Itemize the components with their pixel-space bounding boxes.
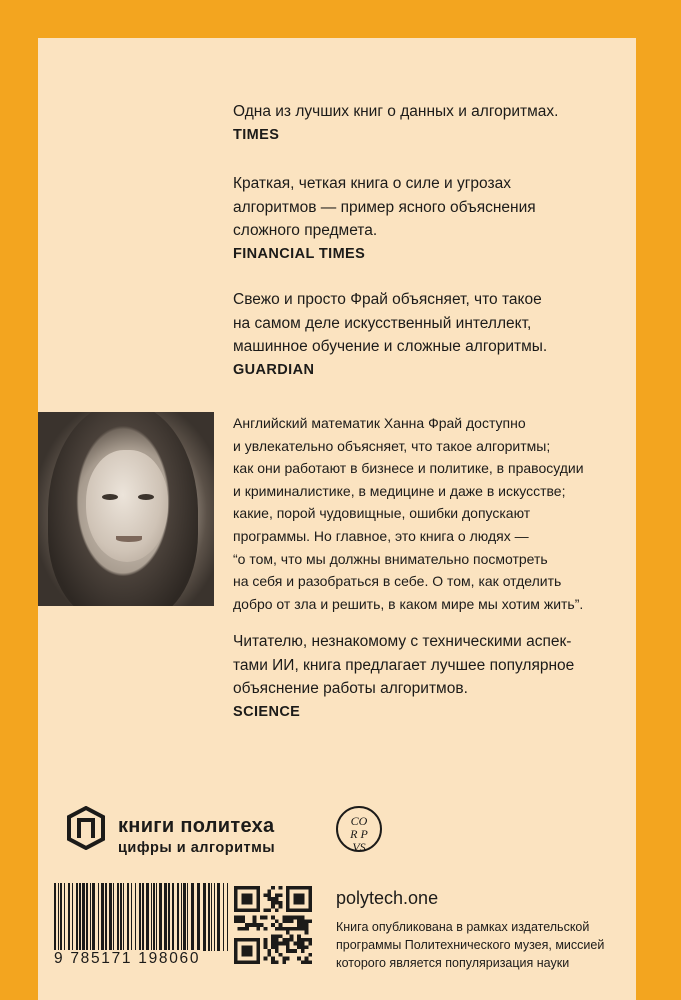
quote-block-guardian	[233, 288, 623, 382]
book-description	[233, 412, 633, 615]
quote-source: FINANCIAL TIMES	[233, 245, 366, 262]
qr-code-icon	[234, 886, 312, 964]
polytech-hexagon-logo-icon	[66, 806, 106, 850]
quote-source: TIMES	[233, 126, 280, 143]
quote-text: Читателю, незнакомому с техническими аспек- тами ИИ, книга предлагает лучшее популярное объяснение работы алгоритмов.	[233, 633, 575, 697]
publication-note: Книга опубликована в рамках издательской программы Политехнического музея, миссией которого является популяризация науки	[336, 920, 605, 970]
description-text: Английский математик Ханна Фрай доступно и увлекательно объясняет, что такое алгоритмы; как они работают в бизнесе и политике, в правосудии и криминалистике, в медицине и даже в искусстве; какие, порой чудовищные, ошибки допускают программы. Но главное, это книга о людях — “о том, что мы должны внимательно посмотреть на себя и разобраться в себе. О том, как отделить добро от зла и решить, в каком мире мы хотим жить”.	[233, 415, 584, 612]
quote-block-science	[233, 630, 623, 724]
barcode-icon	[52, 883, 234, 983]
isbn-number: 9 785171 198060	[54, 950, 201, 967]
quote-block-financial-times	[233, 172, 623, 266]
quote-source: SCIENCE	[233, 703, 301, 720]
website-link[interactable]: polytech.one	[336, 888, 439, 908]
quote-text: Свежо и просто Фрай объясняет, что такое на самом деле искусственный интеллект, машинное обучение и сложные алгоритмы.	[233, 291, 548, 355]
corpus-logo-icon	[336, 806, 382, 852]
series-name: книги политеха	[118, 815, 275, 837]
quote-source: GUARDIAN	[233, 361, 315, 378]
quote-text: Краткая, четкая книга о силе и угрозах алгоритмов — пример ясного объяснения сложного предмета.	[233, 175, 536, 239]
corpus-logo-lettering: CO R P VS	[350, 814, 368, 854]
author-photo	[38, 412, 214, 606]
back-cover-panel	[38, 38, 636, 1000]
quote-block-times	[233, 100, 623, 147]
series-subtitle: цифры и алгоритмы	[118, 840, 276, 856]
quote-text: Одна из лучших книг о данных и алгоритмах.	[233, 103, 559, 120]
